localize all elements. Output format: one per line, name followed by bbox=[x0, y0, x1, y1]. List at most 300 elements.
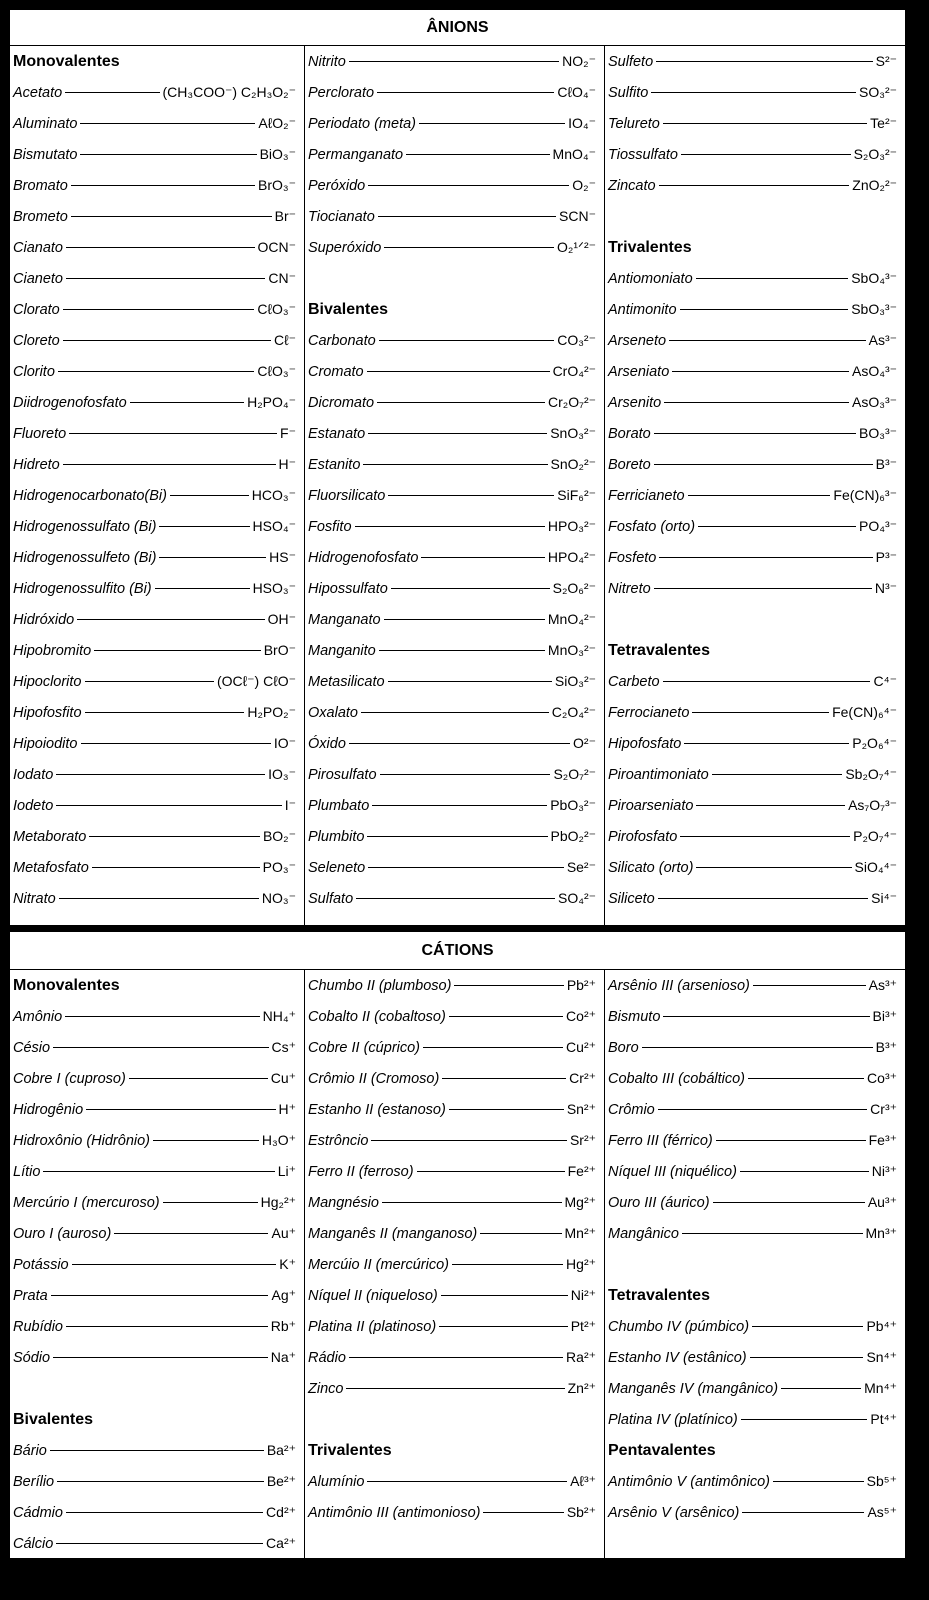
ion-row bbox=[308, 728, 596, 759]
leader-line bbox=[452, 1264, 563, 1265]
ion-formula: As³⁻ bbox=[868, 332, 897, 348]
ion-name: Fluoreto bbox=[13, 425, 67, 442]
ion-name: Ouro I (auroso) bbox=[13, 1225, 112, 1242]
ion-name: Periodato (meta) bbox=[308, 115, 416, 132]
ion-formula: BrO⁻ bbox=[263, 642, 296, 658]
ion-name: Arseniato bbox=[608, 363, 670, 380]
leader-line bbox=[71, 216, 272, 217]
ion-row bbox=[13, 1528, 296, 1559]
ion-name: Pirosulfato bbox=[308, 766, 377, 783]
ion-name: Fluorsilicato bbox=[308, 487, 386, 504]
ion-row bbox=[13, 139, 296, 170]
spacer bbox=[608, 201, 897, 232]
leader-line bbox=[380, 774, 551, 775]
spacer bbox=[308, 263, 596, 294]
ion-row bbox=[308, 1063, 596, 1094]
anions-table bbox=[10, 10, 905, 925]
ion-formula: HSO₄⁻ bbox=[252, 518, 296, 534]
ion-row bbox=[13, 1497, 296, 1528]
ion-row bbox=[608, 1063, 897, 1094]
leader-line bbox=[81, 743, 271, 744]
ion-formula: SnO₃²⁻ bbox=[550, 425, 596, 441]
leader-line bbox=[696, 278, 849, 279]
ion-name: Fosfito bbox=[308, 518, 352, 535]
spacer bbox=[608, 1249, 897, 1280]
leader-line bbox=[391, 588, 550, 589]
leader-line bbox=[388, 495, 554, 496]
ion-name: Cianato bbox=[13, 239, 63, 256]
ion-name: Ferro III (férrico) bbox=[608, 1132, 713, 1149]
leader-line bbox=[663, 1016, 869, 1017]
ion-row bbox=[13, 108, 296, 139]
ion-name: Potássio bbox=[13, 1256, 69, 1273]
ion-name: Berílio bbox=[13, 1473, 55, 1490]
ion-formula: Aℓ³⁺ bbox=[570, 1473, 596, 1489]
ion-row bbox=[13, 883, 296, 914]
ion-row bbox=[308, 325, 596, 356]
leader-line bbox=[51, 1295, 269, 1296]
leader-line bbox=[130, 402, 244, 403]
ion-name: Arsenito bbox=[608, 394, 662, 411]
ion-name: Antimônio III (antimonioso) bbox=[308, 1504, 481, 1521]
ion-name: Hidróxido bbox=[13, 611, 75, 628]
ion-name: Plumbato bbox=[308, 797, 370, 814]
ion-row bbox=[608, 1156, 897, 1187]
leader-line bbox=[750, 1357, 864, 1358]
ion-name: Estanho II (estanoso) bbox=[308, 1101, 446, 1118]
group-heading: Monovalentes bbox=[13, 52, 120, 70]
ion-formula: O₂⁻ bbox=[572, 177, 596, 193]
leader-line bbox=[349, 1357, 563, 1358]
ion-formula: IO₄⁻ bbox=[568, 115, 596, 131]
cations-column-1 bbox=[10, 970, 305, 1560]
ion-row bbox=[608, 46, 897, 77]
ion-name: Cromato bbox=[308, 363, 364, 380]
ion-formula: O²⁻ bbox=[573, 735, 596, 751]
ion-name: Silicato (orto) bbox=[608, 859, 694, 876]
ion-formula: H⁻ bbox=[278, 456, 296, 472]
ion-name: Estanito bbox=[308, 456, 361, 473]
leader-line bbox=[356, 898, 555, 899]
spacer bbox=[608, 604, 897, 635]
leader-line bbox=[654, 433, 856, 434]
leader-line bbox=[406, 154, 549, 155]
ion-formula: Mn²⁺ bbox=[564, 1225, 596, 1241]
leader-line bbox=[672, 371, 849, 372]
ion-name: Pirofosfato bbox=[608, 828, 678, 845]
spacer bbox=[308, 1404, 596, 1435]
ion-name: Bismuto bbox=[608, 1008, 661, 1025]
ion-name: Hipoclorito bbox=[13, 673, 82, 690]
leader-line bbox=[378, 216, 556, 217]
leader-line bbox=[384, 619, 545, 620]
leader-line bbox=[89, 836, 260, 837]
ion-name: Sulfeto bbox=[608, 53, 654, 70]
leader-line bbox=[696, 867, 851, 868]
ion-row bbox=[608, 511, 897, 542]
ion-name: Hipossulfato bbox=[308, 580, 388, 597]
ion-row bbox=[308, 790, 596, 821]
ion-name: Rubídio bbox=[13, 1318, 63, 1335]
leader-line bbox=[56, 774, 265, 775]
ion-row bbox=[13, 666, 296, 697]
ion-name: Seleneto bbox=[308, 859, 366, 876]
ion-row bbox=[13, 325, 296, 356]
ion-formula: Br⁻ bbox=[274, 208, 296, 224]
ion-row bbox=[308, 77, 596, 108]
leader-line bbox=[368, 433, 547, 434]
ion-name: Carbonato bbox=[308, 332, 376, 349]
ion-name: Platina IV (platínico) bbox=[608, 1411, 738, 1428]
leader-line bbox=[656, 61, 872, 62]
ion-row bbox=[13, 728, 296, 759]
ion-formula: Cr₂O₇²⁻ bbox=[548, 394, 596, 410]
ion-name: Tiossulfato bbox=[608, 146, 678, 163]
ion-formula: As₇O₇³⁻ bbox=[848, 797, 897, 813]
ion-row bbox=[308, 356, 596, 387]
leader-line bbox=[388, 681, 552, 682]
leader-line bbox=[382, 1202, 562, 1203]
ion-row bbox=[308, 604, 596, 635]
ion-formula: Zn²⁺ bbox=[567, 1380, 596, 1396]
leader-line bbox=[698, 526, 856, 527]
group-heading: Tetravalentes bbox=[608, 641, 710, 659]
ion-row bbox=[608, 759, 897, 790]
ion-row bbox=[13, 1156, 296, 1187]
leader-line bbox=[59, 898, 259, 899]
leader-line bbox=[442, 1078, 566, 1079]
leader-line bbox=[680, 309, 849, 310]
ion-formula: HSO₃⁻ bbox=[252, 580, 296, 596]
ion-formula: Pt²⁺ bbox=[570, 1318, 596, 1334]
ion-row bbox=[608, 666, 897, 697]
ion-name: Cobalto III (cobáltico) bbox=[608, 1070, 746, 1087]
ion-name: Óxido bbox=[308, 735, 346, 752]
leader-line bbox=[63, 309, 255, 310]
ion-row bbox=[13, 263, 296, 294]
ion-name: Cloreto bbox=[13, 332, 60, 349]
ion-row bbox=[308, 139, 596, 170]
ion-formula: AℓO₂⁻ bbox=[258, 115, 296, 131]
leader-line bbox=[80, 154, 256, 155]
ion-row bbox=[13, 1094, 296, 1125]
leader-line bbox=[658, 898, 868, 899]
leader-line bbox=[741, 1419, 868, 1420]
ion-row bbox=[13, 1435, 296, 1466]
leader-line bbox=[654, 464, 873, 465]
ion-row bbox=[308, 1342, 596, 1373]
ion-name: Ferrocianeto bbox=[608, 704, 690, 721]
ion-formula: As⁵⁺ bbox=[867, 1504, 897, 1520]
leader-line bbox=[716, 1140, 866, 1141]
ion-formula: Co²⁺ bbox=[566, 1008, 596, 1024]
leader-line bbox=[680, 836, 850, 837]
leader-line bbox=[449, 1016, 563, 1017]
ion-row bbox=[13, 1001, 296, 1032]
ion-formula: SO₃²⁻ bbox=[859, 84, 897, 100]
ion-name: Oxalato bbox=[308, 704, 358, 721]
ion-name: Ferro II (ferroso) bbox=[308, 1163, 414, 1180]
ion-name: Arsênio III (arsenioso) bbox=[608, 977, 750, 994]
ion-formula: (OCℓ⁻) CℓO⁻ bbox=[216, 673, 296, 689]
leader-line bbox=[692, 712, 829, 713]
ion-name: Cobalto II (cobaltoso) bbox=[308, 1008, 446, 1025]
leader-line bbox=[377, 92, 554, 93]
ion-name: Sulfito bbox=[608, 84, 649, 101]
ion-name: Permanganato bbox=[308, 146, 404, 163]
ion-name: Nitrito bbox=[308, 53, 346, 70]
ion-row bbox=[308, 635, 596, 666]
ion-row bbox=[308, 480, 596, 511]
ion-name: Acetato bbox=[13, 84, 63, 101]
ion-formula: C₂O₄²⁻ bbox=[551, 704, 596, 720]
ion-name: Chumbo IV (púmbico) bbox=[608, 1318, 750, 1335]
ion-formula: Co³⁺ bbox=[867, 1070, 897, 1086]
ion-row bbox=[308, 201, 596, 232]
leader-line bbox=[71, 185, 255, 186]
ion-row bbox=[608, 1187, 897, 1218]
ion-formula: Pb²⁺ bbox=[566, 977, 596, 993]
ion-formula: H⁺ bbox=[278, 1101, 296, 1117]
ion-formula: HCO₃⁻ bbox=[251, 487, 296, 503]
cations-table bbox=[10, 932, 905, 1558]
ion-row bbox=[608, 77, 897, 108]
ion-formula: CN⁻ bbox=[268, 270, 296, 286]
ion-row bbox=[308, 1094, 596, 1125]
ion-name: Iodato bbox=[13, 766, 54, 783]
leader-line bbox=[379, 340, 555, 341]
ion-formula: BO₂⁻ bbox=[262, 828, 296, 844]
ion-formula: SiO₄⁴⁻ bbox=[854, 859, 897, 875]
ion-formula: ZnO₂²⁻ bbox=[852, 177, 897, 193]
ion-name: Alumínio bbox=[308, 1473, 365, 1490]
anions-column-2 bbox=[305, 46, 605, 925]
ion-name: Borato bbox=[608, 425, 651, 442]
ion-formula: MnO₃²⁻ bbox=[547, 642, 596, 658]
ion-formula: P₂O₇⁴⁻ bbox=[853, 828, 897, 844]
leader-line bbox=[379, 650, 545, 651]
ion-name: Níquel III (niquélico) bbox=[608, 1163, 737, 1180]
ion-name: Sódio bbox=[13, 1349, 51, 1366]
ion-formula: Ni²⁺ bbox=[570, 1287, 596, 1303]
ion-formula: Fe(CN)₆³⁻ bbox=[833, 487, 897, 503]
ion-row bbox=[308, 46, 596, 77]
ion-formula: NO₃⁻ bbox=[261, 890, 296, 906]
leader-line bbox=[53, 1357, 268, 1358]
ion-formula: (CH₃COO⁻) C₂H₃O₂⁻ bbox=[162, 84, 296, 100]
ion-row bbox=[608, 1311, 897, 1342]
ion-row bbox=[13, 77, 296, 108]
cations-column-2 bbox=[305, 970, 605, 1560]
ion-row bbox=[608, 1373, 897, 1404]
ion-name: Zinco bbox=[308, 1380, 344, 1397]
leader-line bbox=[417, 1171, 565, 1172]
ion-row bbox=[308, 542, 596, 573]
ion-name: Manganito bbox=[308, 642, 376, 659]
group-heading: Bivalentes bbox=[308, 300, 389, 318]
ion-row bbox=[608, 1218, 897, 1249]
ion-name: Siliceto bbox=[608, 890, 655, 907]
ion-row bbox=[13, 821, 296, 852]
ion-name: Zincato bbox=[608, 177, 656, 194]
leader-line bbox=[43, 1171, 274, 1172]
ion-row bbox=[308, 170, 596, 201]
ion-row bbox=[13, 1032, 296, 1063]
ion-row bbox=[13, 1466, 296, 1497]
ion-formula: HS⁻ bbox=[269, 549, 296, 565]
ion-name: Antiomoniato bbox=[608, 270, 693, 287]
leader-line bbox=[63, 340, 271, 341]
ion-row bbox=[608, 790, 897, 821]
ion-name: Estanato bbox=[308, 425, 366, 442]
ion-row bbox=[608, 294, 897, 325]
ion-formula: IO⁻ bbox=[273, 735, 296, 751]
leader-line bbox=[349, 61, 559, 62]
ion-formula: NO₂⁻ bbox=[562, 53, 596, 69]
ion-formula: Cr²⁺ bbox=[569, 1070, 596, 1086]
anions-column-1 bbox=[10, 46, 305, 925]
ion-formula: Sn⁴⁺ bbox=[866, 1349, 897, 1365]
ion-name: Hipofosfato bbox=[608, 735, 682, 752]
ion-formula: AsO₄³⁻ bbox=[852, 363, 897, 379]
leader-line bbox=[368, 185, 569, 186]
ion-name: Manganato bbox=[308, 611, 381, 628]
ion-formula: Sb²⁺ bbox=[566, 1504, 596, 1520]
ion-formula: Te²⁻ bbox=[870, 115, 897, 131]
ion-name: Telureto bbox=[608, 115, 660, 132]
ion-formula: PbO₂²⁻ bbox=[550, 828, 596, 844]
ion-name: Nitreto bbox=[608, 580, 651, 597]
ion-name: Hipofosfito bbox=[13, 704, 82, 721]
ion-row bbox=[13, 356, 296, 387]
ion-row bbox=[308, 1187, 596, 1218]
leader-line bbox=[684, 743, 849, 744]
ion-row bbox=[308, 883, 596, 914]
ion-row bbox=[308, 821, 596, 852]
ion-name: Hidrogenossulfito (Bi) bbox=[13, 580, 152, 597]
ion-name: Manganês IV (mangânico) bbox=[608, 1380, 779, 1397]
leader-line bbox=[371, 1140, 566, 1141]
ion-formula: SnO₂²⁻ bbox=[550, 456, 596, 472]
leader-line bbox=[56, 1543, 263, 1544]
ion-name: Aluminato bbox=[13, 115, 78, 132]
ion-name: Hidrogênio bbox=[13, 1101, 84, 1118]
ion-row bbox=[308, 1156, 596, 1187]
ion-formula: Se²⁻ bbox=[566, 859, 596, 875]
ion-name: Bromato bbox=[13, 177, 68, 194]
ion-row bbox=[13, 1280, 296, 1311]
leader-line bbox=[669, 340, 866, 341]
ion-formula: P³⁻ bbox=[875, 549, 897, 565]
leader-line bbox=[58, 371, 254, 372]
ion-name: Brometo bbox=[13, 208, 68, 225]
ion-row bbox=[13, 852, 296, 883]
ion-row bbox=[308, 1001, 596, 1032]
leader-line bbox=[72, 1264, 277, 1265]
ion-formula: OH⁻ bbox=[267, 611, 296, 627]
leader-line bbox=[367, 1481, 567, 1482]
ion-formula: B³⁻ bbox=[875, 456, 897, 472]
ion-row bbox=[308, 1218, 596, 1249]
ion-row bbox=[13, 1311, 296, 1342]
leader-line bbox=[688, 495, 831, 496]
ion-formula: CrO₄²⁻ bbox=[552, 363, 596, 379]
ion-formula: C⁴⁻ bbox=[873, 673, 897, 689]
leader-line bbox=[449, 1109, 564, 1110]
leader-line bbox=[419, 123, 565, 124]
ion-name: Piroantimoniato bbox=[608, 766, 709, 783]
ion-row bbox=[308, 1373, 596, 1404]
ion-name: Mangnésio bbox=[308, 1194, 379, 1211]
leader-line bbox=[682, 1233, 863, 1234]
leader-line bbox=[642, 1047, 873, 1048]
ion-name: Hidreto bbox=[13, 456, 60, 473]
leader-line bbox=[664, 402, 849, 403]
ion-name: Plumbito bbox=[308, 828, 365, 845]
ion-name: Prata bbox=[13, 1287, 48, 1304]
ion-name: Crômio II (Cromoso) bbox=[308, 1070, 440, 1087]
leader-line bbox=[659, 185, 850, 186]
ion-row bbox=[308, 1032, 596, 1063]
cations-title: CÁTIONS bbox=[10, 932, 905, 970]
ion-formula: I⁻ bbox=[284, 797, 296, 813]
ion-row bbox=[308, 666, 596, 697]
leader-line bbox=[63, 464, 276, 465]
ion-row bbox=[608, 883, 897, 914]
ion-formula: Hg²⁺ bbox=[566, 1256, 596, 1272]
leader-line bbox=[421, 557, 544, 558]
ion-name: Crômio bbox=[608, 1101, 655, 1118]
ion-name: Superóxido bbox=[308, 239, 382, 256]
leader-line bbox=[346, 1388, 564, 1389]
ion-name: Boreto bbox=[608, 456, 651, 473]
leader-line bbox=[681, 154, 851, 155]
anions-column-3 bbox=[605, 46, 905, 925]
ion-formula: O₂¹ᐟ²⁻ bbox=[557, 239, 596, 255]
ion-formula: Mn⁴⁺ bbox=[864, 1380, 897, 1396]
ion-name: Metaborato bbox=[13, 828, 87, 845]
ion-formula: SbO₄³⁻ bbox=[851, 270, 897, 286]
ion-formula: H₂PO₄⁻ bbox=[247, 394, 296, 410]
ion-row bbox=[608, 263, 897, 294]
ion-formula: CℓO₄⁻ bbox=[557, 84, 596, 100]
leader-line bbox=[454, 985, 563, 986]
ion-formula: Fe(CN)₆⁴⁻ bbox=[832, 704, 897, 720]
ion-row bbox=[13, 449, 296, 480]
ion-row bbox=[308, 511, 596, 542]
ion-name: Bário bbox=[13, 1442, 47, 1459]
ion-name: Amônio bbox=[13, 1008, 63, 1025]
ion-row bbox=[13, 1125, 296, 1156]
ion-name: Antimônio V (antimônico) bbox=[608, 1473, 770, 1490]
ion-formula: Sn²⁺ bbox=[566, 1101, 596, 1117]
ion-formula: PO₄³⁻ bbox=[859, 518, 897, 534]
ion-name: Nitrato bbox=[13, 890, 56, 907]
cations-column-3 bbox=[605, 970, 905, 1560]
ion-name: Hidrogenofosfato bbox=[308, 549, 419, 566]
ion-row bbox=[13, 1249, 296, 1280]
ion-name: Arsênio V (arsênico) bbox=[608, 1504, 740, 1521]
ion-formula: Ca²⁺ bbox=[266, 1535, 296, 1551]
ion-name: Mercúio II (mercúrico) bbox=[308, 1256, 449, 1273]
leader-line bbox=[663, 123, 867, 124]
leader-line bbox=[129, 1078, 268, 1079]
ion-row bbox=[608, 356, 897, 387]
ion-name: Césio bbox=[13, 1039, 51, 1056]
ion-formula: Cr³⁺ bbox=[870, 1101, 897, 1117]
ion-name: Dicromato bbox=[308, 394, 375, 411]
leader-line bbox=[53, 1047, 268, 1048]
